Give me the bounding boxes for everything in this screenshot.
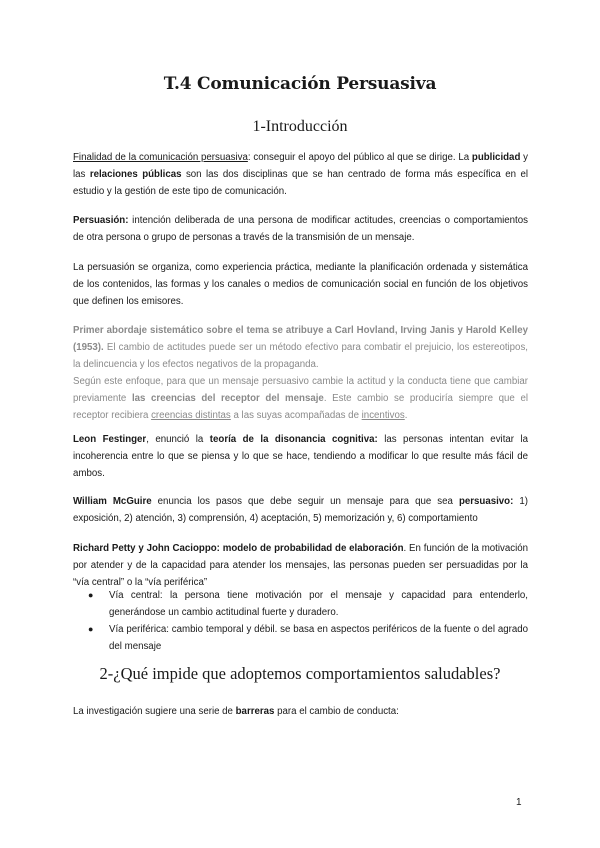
text-span: las personas intentan evitar la incoherencia entre lo que se piensa y lo que se hace, tendiendo a modificar lo que resulte más fácil de ambos. [73,434,528,479]
bold-span: William McGuire [73,496,152,507]
list-item [73,587,528,621]
text-span: . Este cambio se produciría siempre que el receptor recibiera [73,393,528,421]
paragraph-festinger [73,431,528,482]
text-span: y las [73,152,528,180]
list-item-text: Vía periférica: cambio temporal y débil. se basa en aspectos periféricos de la fuente o del agrado del mensaje [109,624,528,652]
bold-span: publicidad [471,152,521,163]
text-span: enuncia los pasos que debe seguir un mensaje para que sea [151,496,459,507]
paragraph-petty-cacioppo [73,540,528,591]
text-span: , enunció la [146,434,210,445]
bold-span: relaciones públicas [89,169,182,180]
text-span: 1) exposición, 2) atención, 3) comprensión, 4) aceptación, 5) memorización y, 6) comportamiento [73,496,528,524]
bold-span: las creencias del receptor del mensaje [131,393,324,404]
bold-span: Leon Festinger [73,434,147,445]
underlined-span: incentivos [361,410,405,421]
text-span: La investigación sugiere una serie de [73,706,236,717]
text-span: a las suyas acompañadas de [230,410,362,421]
section-heading-introduccion: 1-Introducción [252,118,348,135]
bold-span: Richard Petty y John Cacioppo: modelo de probabilidad de elaboración [73,543,404,554]
paragraph-finalidad [73,149,528,200]
paragraph-persuasion [73,212,528,246]
text-span: La persuasión se organiza, como experiencia práctica, mediante la planificación ordenada y sistemática de los contenidos, las formas y los canales o medios de comunicación social en función de los objetivos que definen los emisores. [73,262,528,307]
paragraph-mcguire [73,493,528,527]
text-span: para el cambio de conducta: [274,706,399,717]
text-span: intención deliberada de una persona de modificar actitudes, creencias o comportamientos de otra persona o grupo de personas a través de la transmisión de un mensaje. [73,215,528,243]
list-item-text: Vía central: la persona tiene motivación por el mensaje y capacidad para entenderlo, generándose un cambio actitudinal fuerte y duradero. [109,590,528,618]
paragraph-organizacion [73,259,528,310]
bold-span: persuasivo: [458,496,514,507]
document-title: T.4 Comunicación Persuasiva [163,74,437,94]
section-heading-barreras: 2-¿Qué impide que adoptemos comportamientos saludables? [99,664,501,683]
vias-list [73,587,528,655]
bold-span: barreras [235,706,275,717]
text-span: son las dos disciplinas que se han centrado de forma más específica en el estudio y la gestión de este tipo de comunicación. [73,169,528,197]
bold-span: Persuasión: [73,215,129,226]
underlined-span: creencias distintas [151,410,231,421]
text-span: Según este enfoque, para que un mensaje persuasivo cambie la actitud y la conducta tiene que cambiar previamente [73,376,528,404]
bold-span: Primer abordaje sistemático sobre el tema se atribuye a Carl Hovland, Irving Janis y Harold Kelley (1953). [73,325,528,353]
bullet-icon: ● [88,624,94,634]
page-number: 1 [516,797,522,808]
bold-span: teoría de la disonancia cognitiva: [209,434,378,445]
paragraph-investigacion [73,703,528,720]
bullet-icon: ● [88,590,94,600]
paragraph-hovland [73,322,528,424]
text-span: . [404,410,408,421]
list-item [73,621,528,655]
text-span: : conseguir el apoyo del público al que se dirige. La [247,152,472,163]
finalidad-lead: Finalidad de la comunicación persuasiva [73,152,248,163]
text-span: El cambio de actitudes puede ser un método efectivo para combatir el prejuicio, los estereotipos, la delincuencia y los efectos negativos de la propaganda. [73,342,528,370]
text-span: . En función de la motivación por atender y de la capacidad para atender los mensajes, las personas pueden ser persuadidas por la “vía central” o la “vía periférica” [73,543,528,588]
